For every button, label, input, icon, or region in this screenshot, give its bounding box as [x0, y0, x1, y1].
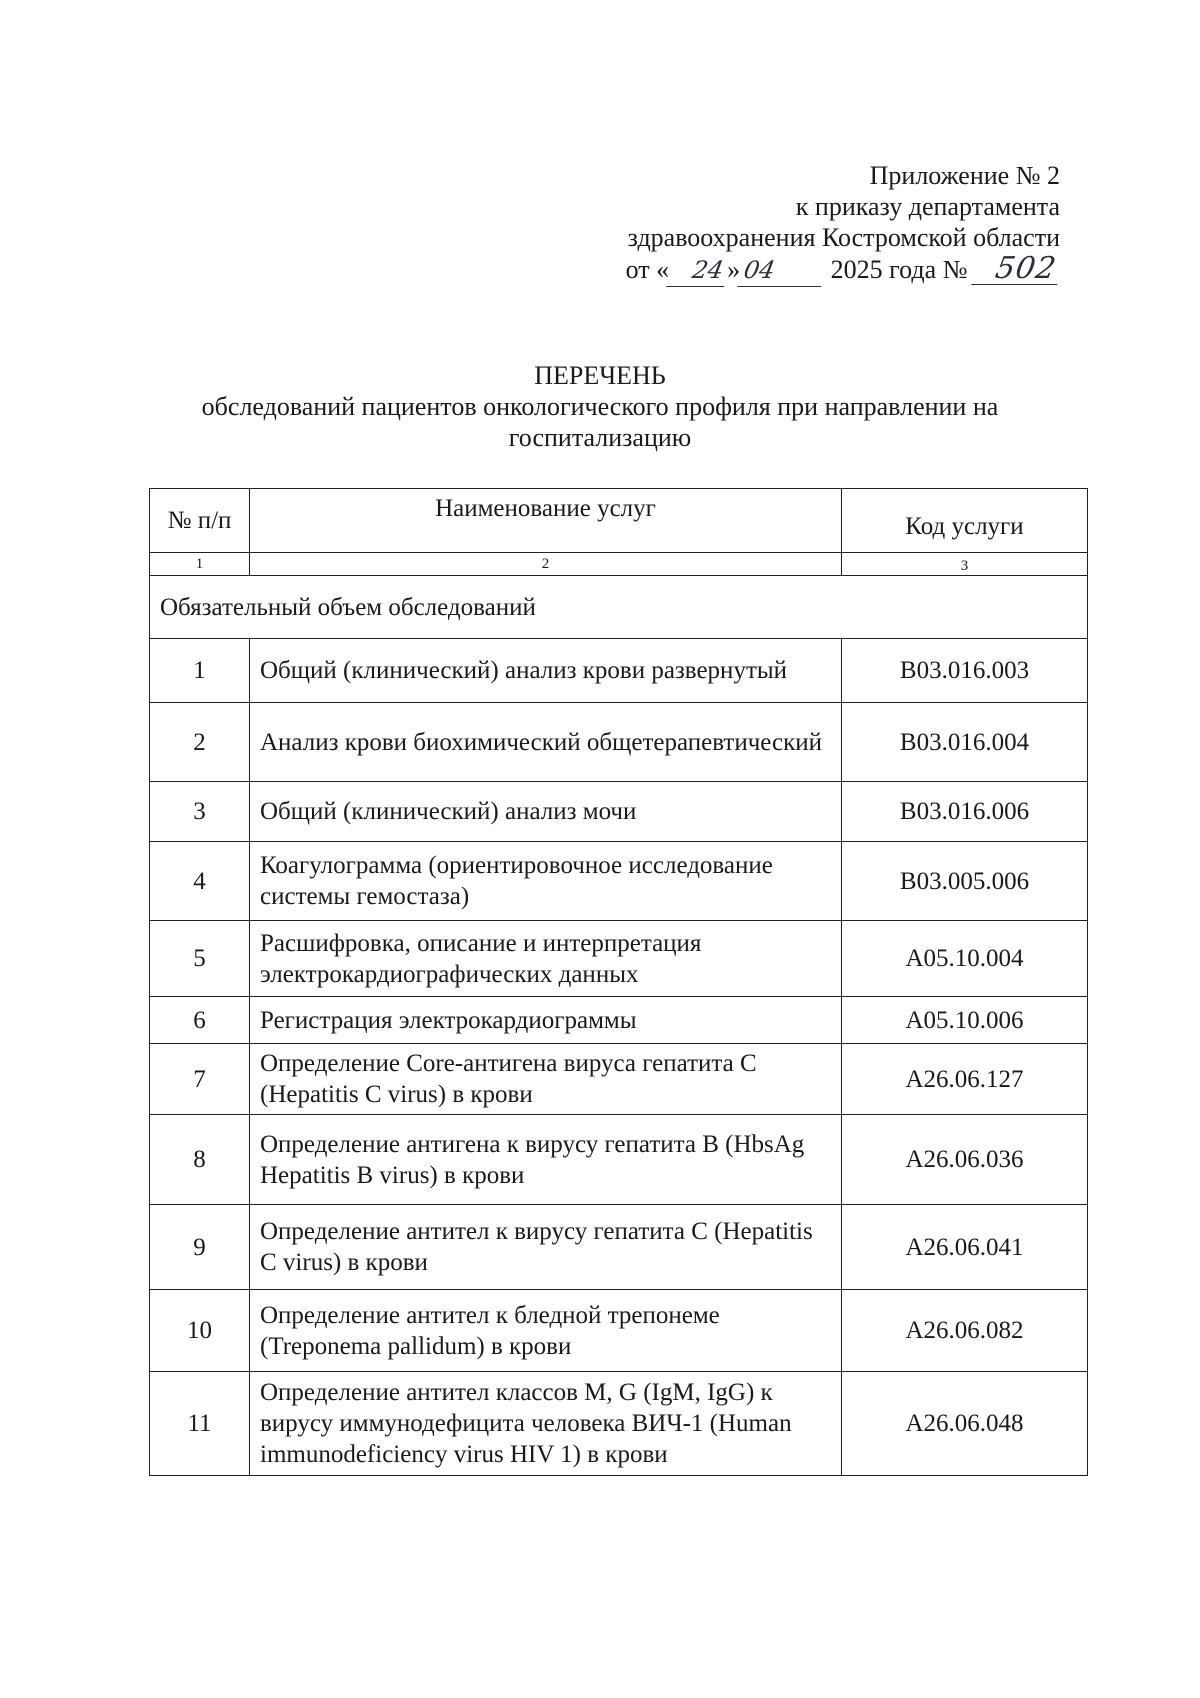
table-row: [150, 1205, 1088, 1290]
header-num: № п/п: [150, 489, 250, 553]
appendix-header: [626, 160, 1060, 287]
row-service-code: B03.016.003: [842, 639, 1088, 703]
row-num: 2: [150, 703, 250, 782]
table-row: [150, 997, 1088, 1044]
table-row: [150, 703, 1088, 782]
title-main: ПЕРЕЧЕНЬ: [534, 361, 666, 390]
document-title: [150, 360, 1050, 453]
row-service-name: Определение антител к вирусу гепатита C (Hepatitis C virus) в крови: [250, 1205, 842, 1290]
table-row: [150, 782, 1088, 842]
appendix-order-ref: к приказу департамента: [795, 192, 1060, 221]
table-row: [150, 921, 1088, 997]
row-service-name: Определение антител к бледной трепонеме (Treponema pallidum) в крови: [250, 1290, 842, 1372]
date-prefix: от «: [625, 255, 670, 284]
row-service-name: Общий (клинический) анализ крови развернутый: [250, 639, 842, 703]
row-service-code: A26.06.082: [842, 1290, 1088, 1372]
appendix-department: здравоохранения Костромской области: [627, 223, 1060, 252]
table-row: [150, 1044, 1088, 1115]
row-service-code: B03.016.006: [842, 782, 1088, 842]
row-service-name: Определение антигена к вирусу гепатита B (HbsAg Hepatitis B virus) в крови: [250, 1115, 842, 1205]
row-service-name: Определение антител классов M, G (IgM, IgG) к вирусу иммунодефицита человека ВИЧ-1 (Human immunodeficiency virus HIV 1) в крови: [250, 1372, 842, 1476]
date-day-handwritten: 24: [666, 255, 730, 287]
row-num: 11: [150, 1372, 250, 1476]
column-index-2: 2: [250, 553, 842, 576]
appendix-date-line: [626, 253, 1060, 287]
section-title: Обязательный объем обследований: [150, 576, 1088, 639]
row-num: 1: [150, 639, 250, 703]
row-service-code: A26.06.048: [842, 1372, 1088, 1476]
row-service-code: A05.10.006: [842, 997, 1088, 1044]
order-number-handwritten: 502: [971, 253, 1063, 285]
row-num: 3: [150, 782, 250, 842]
date-month-handwritten: 04: [737, 255, 827, 287]
services-table: [149, 488, 1088, 1476]
row-num: 5: [150, 921, 250, 997]
row-service-name: Общий (клинический) анализ мочи: [250, 782, 842, 842]
table-row: [150, 1372, 1088, 1476]
row-num: 8: [150, 1115, 250, 1205]
row-service-code: B03.005.006: [842, 842, 1088, 921]
row-service-name: Определение Core-антигена вируса гепатита C (Hepatitis C virus) в крови: [250, 1044, 842, 1115]
table-header-row: [150, 489, 1088, 553]
row-service-code: A26.06.036: [842, 1115, 1088, 1205]
row-num: 4: [150, 842, 250, 921]
row-service-name: Регистрация электрокардиограммы: [250, 997, 842, 1044]
row-num: 6: [150, 997, 250, 1044]
row-service-name: Коагулограмма (ориентировочное исследование системы гемостаза): [250, 842, 842, 921]
row-num: 9: [150, 1205, 250, 1290]
row-service-code: A26.06.041: [842, 1205, 1088, 1290]
date-year: 2025 года №: [830, 255, 968, 284]
date-mid: »: [727, 255, 741, 284]
appendix-number: Приложение № 2: [869, 161, 1060, 190]
header-name: Наименование услуг: [250, 489, 842, 553]
row-service-code: A26.06.127: [842, 1044, 1088, 1115]
section-row: [150, 576, 1088, 639]
row-service-code: B03.016.004: [842, 703, 1088, 782]
row-service-name: Анализ крови биохимический общетерапевтический: [250, 703, 842, 782]
column-index-1: 1: [150, 553, 250, 576]
title-subtitle: обследований пациентов онкологического профиля при направлении на госпитализацию: [201, 392, 999, 452]
row-num: 10: [150, 1290, 250, 1372]
row-num: 7: [150, 1044, 250, 1115]
table-row: [150, 639, 1088, 703]
row-service-code: A05.10.004: [842, 921, 1088, 997]
header-code: Код услуги: [842, 489, 1088, 553]
row-service-name: Расшифровка, описание и интерпретация электрокардиографических данных: [250, 921, 842, 997]
table-row: [150, 1290, 1088, 1372]
column-index-row: [150, 553, 1088, 576]
column-index-3: 3: [842, 553, 1088, 576]
table-row: [150, 1115, 1088, 1205]
table-row: [150, 842, 1088, 921]
